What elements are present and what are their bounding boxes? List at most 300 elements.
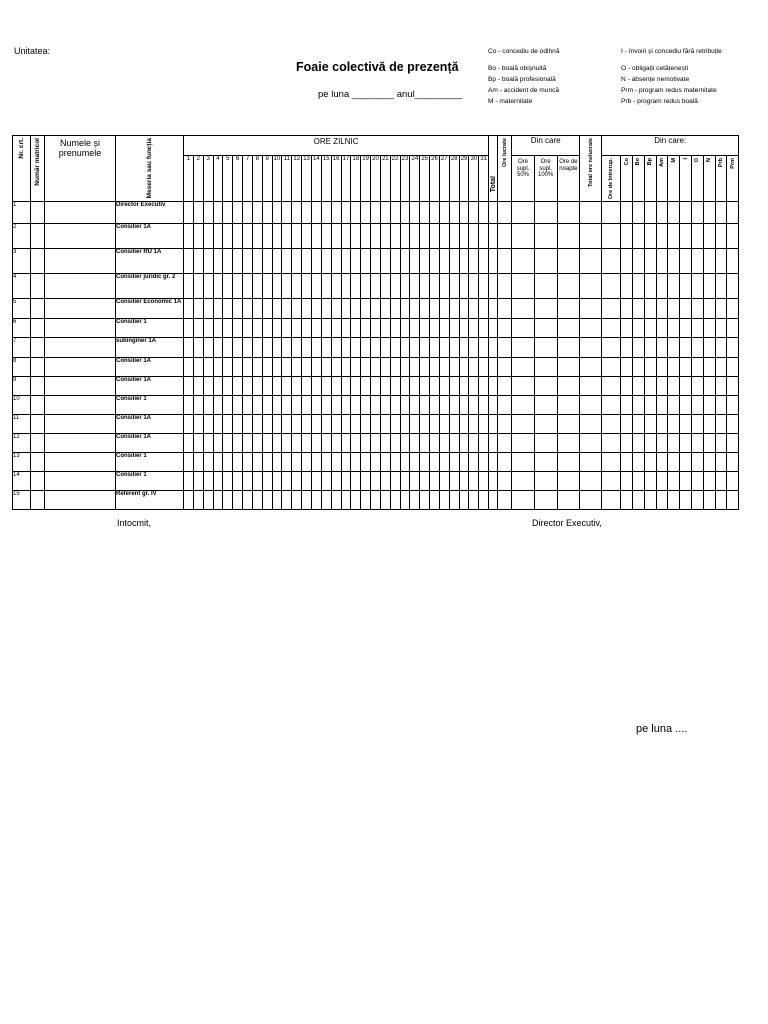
cell-hours[interactable]	[282, 453, 292, 472]
cell-hours[interactable]	[272, 299, 282, 319]
cell-marca[interactable]	[31, 319, 45, 338]
cell-hours[interactable]	[727, 224, 739, 249]
cell-hours[interactable]	[400, 299, 410, 319]
cell-hours[interactable]	[680, 415, 692, 434]
cell-hours[interactable]	[692, 396, 704, 415]
cell-hours[interactable]	[459, 415, 469, 434]
cell-hours[interactable]	[321, 299, 331, 319]
cell-hours[interactable]	[371, 472, 381, 491]
cell-hours[interactable]	[580, 396, 602, 415]
cell-hours[interactable]	[184, 453, 194, 472]
cell-hours[interactable]	[727, 472, 739, 491]
cell-nume[interactable]	[45, 434, 116, 453]
cell-hours[interactable]	[292, 472, 302, 491]
cell-marca[interactable]	[31, 453, 45, 472]
cell-hours[interactable]	[272, 319, 282, 338]
cell-hours[interactable]	[439, 224, 449, 249]
cell-hours[interactable]	[715, 249, 727, 274]
cell-hours[interactable]	[656, 415, 668, 434]
cell-hours[interactable]	[203, 274, 213, 299]
cell-hours[interactable]	[252, 249, 262, 274]
cell-hours[interactable]	[213, 358, 223, 377]
cell-hours[interactable]	[233, 491, 243, 510]
cell-hours[interactable]	[410, 249, 420, 274]
cell-hours[interactable]	[469, 274, 479, 299]
cell-hours[interactable]	[292, 202, 302, 224]
cell-hours[interactable]	[272, 491, 282, 510]
cell-hours[interactable]	[311, 453, 321, 472]
cell-hours[interactable]	[439, 396, 449, 415]
cell-hours[interactable]	[680, 472, 692, 491]
cell-hours[interactable]	[193, 434, 203, 453]
cell-hours[interactable]	[621, 224, 633, 249]
cell-hours[interactable]	[331, 358, 341, 377]
cell-hours[interactable]	[184, 377, 194, 396]
cell-hours[interactable]	[479, 453, 489, 472]
cell-hours[interactable]	[557, 319, 580, 338]
cell-hours[interactable]	[223, 415, 233, 434]
cell-hours[interactable]	[534, 358, 557, 377]
cell-hours[interactable]	[361, 319, 371, 338]
cell-hours[interactable]	[668, 491, 680, 510]
cell-hours[interactable]	[498, 249, 512, 274]
cell-hours[interactable]	[602, 249, 621, 274]
cell-hours[interactable]	[459, 249, 469, 274]
cell-hours[interactable]	[371, 453, 381, 472]
cell-hours[interactable]	[272, 415, 282, 434]
cell-hours[interactable]	[692, 202, 704, 224]
cell-hours[interactable]	[410, 377, 420, 396]
cell-hours[interactable]	[243, 299, 253, 319]
cell-hours[interactable]	[668, 396, 680, 415]
cell-hours[interactable]	[489, 319, 498, 338]
cell-hours[interactable]	[430, 472, 440, 491]
cell-hours[interactable]	[656, 274, 668, 299]
cell-hours[interactable]	[282, 472, 292, 491]
cell-hours[interactable]	[703, 472, 715, 491]
cell-hours[interactable]	[439, 415, 449, 434]
cell-hours[interactable]	[668, 224, 680, 249]
cell-hours[interactable]	[331, 491, 341, 510]
cell-hours[interactable]	[479, 396, 489, 415]
cell-hours[interactable]	[223, 224, 233, 249]
cell-hours[interactable]	[292, 319, 302, 338]
cell-hours[interactable]	[351, 472, 361, 491]
cell-hours[interactable]	[184, 472, 194, 491]
cell-hours[interactable]	[184, 274, 194, 299]
cell-hours[interactable]	[311, 274, 321, 299]
cell-hours[interactable]	[282, 491, 292, 510]
cell-hours[interactable]	[351, 299, 361, 319]
cell-hours[interactable]	[410, 358, 420, 377]
cell-hours[interactable]	[371, 338, 381, 358]
cell-hours[interactable]	[331, 396, 341, 415]
cell-hours[interactable]	[223, 338, 233, 358]
cell-hours[interactable]	[193, 415, 203, 434]
cell-hours[interactable]	[262, 415, 272, 434]
cell-hours[interactable]	[243, 453, 253, 472]
cell-hours[interactable]	[213, 434, 223, 453]
cell-hours[interactable]	[311, 299, 321, 319]
cell-hours[interactable]	[311, 434, 321, 453]
cell-hours[interactable]	[321, 396, 331, 415]
cell-hours[interactable]	[644, 249, 656, 274]
cell-hours[interactable]	[633, 396, 645, 415]
cell-hours[interactable]	[351, 415, 361, 434]
cell-marca[interactable]	[31, 472, 45, 491]
cell-hours[interactable]	[400, 249, 410, 274]
cell-hours[interactable]	[633, 299, 645, 319]
cell-hours[interactable]	[321, 319, 331, 338]
cell-hours[interactable]	[534, 202, 557, 224]
cell-hours[interactable]	[449, 274, 459, 299]
cell-hours[interactable]	[668, 249, 680, 274]
cell-hours[interactable]	[557, 299, 580, 319]
cell-hours[interactable]	[321, 249, 331, 274]
cell-hours[interactable]	[262, 299, 272, 319]
cell-hours[interactable]	[644, 472, 656, 491]
cell-nume[interactable]	[45, 453, 116, 472]
cell-hours[interactable]	[213, 202, 223, 224]
cell-hours[interactable]	[233, 472, 243, 491]
cell-hours[interactable]	[512, 358, 535, 377]
cell-nume[interactable]	[45, 377, 116, 396]
cell-hours[interactable]	[351, 202, 361, 224]
cell-hours[interactable]	[449, 377, 459, 396]
cell-hours[interactable]	[252, 224, 262, 249]
cell-hours[interactable]	[621, 377, 633, 396]
cell-hours[interactable]	[302, 224, 312, 249]
cell-hours[interactable]	[371, 377, 381, 396]
cell-hours[interactable]	[489, 274, 498, 299]
cell-hours[interactable]	[469, 202, 479, 224]
cell-hours[interactable]	[469, 224, 479, 249]
cell-hours[interactable]	[703, 319, 715, 338]
cell-hours[interactable]	[633, 358, 645, 377]
cell-hours[interactable]	[633, 249, 645, 274]
cell-hours[interactable]	[341, 224, 351, 249]
cell-hours[interactable]	[193, 299, 203, 319]
cell-hours[interactable]	[311, 338, 321, 358]
cell-hours[interactable]	[512, 338, 535, 358]
cell-hours[interactable]	[498, 453, 512, 472]
cell-hours[interactable]	[680, 377, 692, 396]
cell-hours[interactable]	[449, 338, 459, 358]
cell-hours[interactable]	[213, 338, 223, 358]
cell-hours[interactable]	[380, 434, 390, 453]
cell-hours[interactable]	[203, 224, 213, 249]
cell-hours[interactable]	[621, 434, 633, 453]
cell-hours[interactable]	[534, 453, 557, 472]
cell-hours[interactable]	[715, 453, 727, 472]
cell-hours[interactable]	[557, 224, 580, 249]
cell-hours[interactable]	[272, 377, 282, 396]
cell-hours[interactable]	[449, 299, 459, 319]
cell-hours[interactable]	[580, 377, 602, 396]
cell-hours[interactable]	[233, 299, 243, 319]
cell-hours[interactable]	[361, 274, 371, 299]
cell-hours[interactable]	[331, 415, 341, 434]
cell-hours[interactable]	[321, 338, 331, 358]
cell-hours[interactable]	[534, 434, 557, 453]
cell-hours[interactable]	[469, 491, 479, 510]
cell-hours[interactable]	[459, 491, 469, 510]
cell-hours[interactable]	[680, 453, 692, 472]
cell-hours[interactable]	[203, 472, 213, 491]
cell-hours[interactable]	[380, 224, 390, 249]
cell-hours[interactable]	[534, 377, 557, 396]
cell-hours[interactable]	[361, 472, 371, 491]
cell-hours[interactable]	[715, 224, 727, 249]
cell-hours[interactable]	[292, 338, 302, 358]
cell-hours[interactable]	[715, 319, 727, 338]
cell-hours[interactable]	[243, 202, 253, 224]
cell-hours[interactable]	[680, 202, 692, 224]
cell-hours[interactable]	[341, 491, 351, 510]
cell-hours[interactable]	[361, 338, 371, 358]
cell-hours[interactable]	[203, 319, 213, 338]
cell-hours[interactable]	[420, 319, 430, 338]
cell-hours[interactable]	[727, 434, 739, 453]
cell-hours[interactable]	[400, 453, 410, 472]
cell-hours[interactable]	[534, 299, 557, 319]
cell-hours[interactable]	[233, 319, 243, 338]
cell-hours[interactable]	[715, 202, 727, 224]
cell-hours[interactable]	[680, 434, 692, 453]
cell-hours[interactable]	[602, 396, 621, 415]
cell-hours[interactable]	[449, 491, 459, 510]
cell-hours[interactable]	[272, 472, 282, 491]
cell-hours[interactable]	[223, 202, 233, 224]
cell-hours[interactable]	[512, 415, 535, 434]
cell-hours[interactable]	[184, 299, 194, 319]
cell-hours[interactable]	[715, 274, 727, 299]
cell-hours[interactable]	[184, 415, 194, 434]
cell-hours[interactable]	[680, 396, 692, 415]
cell-hours[interactable]	[498, 377, 512, 396]
cell-hours[interactable]	[498, 202, 512, 224]
cell-hours[interactable]	[262, 472, 272, 491]
cell-hours[interactable]	[371, 319, 381, 338]
cell-hours[interactable]	[292, 299, 302, 319]
cell-hours[interactable]	[644, 415, 656, 434]
cell-hours[interactable]	[252, 377, 262, 396]
cell-hours[interactable]	[282, 338, 292, 358]
cell-marca[interactable]	[31, 202, 45, 224]
cell-hours[interactable]	[430, 319, 440, 338]
cell-hours[interactable]	[621, 202, 633, 224]
cell-nume[interactable]	[45, 274, 116, 299]
cell-hours[interactable]	[459, 358, 469, 377]
cell-hours[interactable]	[282, 377, 292, 396]
cell-hours[interactable]	[680, 299, 692, 319]
cell-hours[interactable]	[668, 319, 680, 338]
cell-hours[interactable]	[380, 202, 390, 224]
cell-hours[interactable]	[282, 319, 292, 338]
cell-hours[interactable]	[321, 274, 331, 299]
cell-hours[interactable]	[233, 358, 243, 377]
cell-hours[interactable]	[331, 434, 341, 453]
cell-hours[interactable]	[292, 434, 302, 453]
cell-hours[interactable]	[420, 434, 430, 453]
cell-hours[interactable]	[715, 472, 727, 491]
cell-hours[interactable]	[621, 415, 633, 434]
cell-hours[interactable]	[420, 338, 430, 358]
cell-hours[interactable]	[489, 472, 498, 491]
cell-hours[interactable]	[371, 415, 381, 434]
cell-hours[interactable]	[580, 249, 602, 274]
cell-hours[interactable]	[479, 274, 489, 299]
cell-hours[interactable]	[351, 377, 361, 396]
cell-hours[interactable]	[469, 453, 479, 472]
cell-hours[interactable]	[302, 274, 312, 299]
cell-hours[interactable]	[703, 202, 715, 224]
cell-hours[interactable]	[321, 358, 331, 377]
cell-hours[interactable]	[262, 202, 272, 224]
cell-hours[interactable]	[203, 415, 213, 434]
cell-hours[interactable]	[692, 224, 704, 249]
cell-hours[interactable]	[621, 274, 633, 299]
cell-hours[interactable]	[420, 377, 430, 396]
cell-hours[interactable]	[703, 453, 715, 472]
cell-hours[interactable]	[272, 338, 282, 358]
cell-hours[interactable]	[430, 453, 440, 472]
cell-hours[interactable]	[602, 358, 621, 377]
cell-hours[interactable]	[380, 319, 390, 338]
cell-hours[interactable]	[430, 224, 440, 249]
cell-hours[interactable]	[668, 377, 680, 396]
cell-hours[interactable]	[498, 299, 512, 319]
cell-hours[interactable]	[321, 491, 331, 510]
cell-hours[interactable]	[341, 274, 351, 299]
cell-hours[interactable]	[311, 224, 321, 249]
cell-hours[interactable]	[213, 299, 223, 319]
cell-hours[interactable]	[361, 249, 371, 274]
cell-hours[interactable]	[193, 453, 203, 472]
cell-hours[interactable]	[243, 338, 253, 358]
cell-hours[interactable]	[534, 274, 557, 299]
cell-hours[interactable]	[727, 453, 739, 472]
cell-hours[interactable]	[331, 319, 341, 338]
cell-hours[interactable]	[498, 491, 512, 510]
cell-hours[interactable]	[449, 472, 459, 491]
cell-hours[interactable]	[371, 491, 381, 510]
cell-hours[interactable]	[282, 358, 292, 377]
cell-hours[interactable]	[371, 396, 381, 415]
cell-hours[interactable]	[489, 224, 498, 249]
cell-hours[interactable]	[656, 202, 668, 224]
cell-hours[interactable]	[680, 224, 692, 249]
cell-hours[interactable]	[331, 274, 341, 299]
cell-hours[interactable]	[361, 224, 371, 249]
cell-hours[interactable]	[439, 274, 449, 299]
cell-hours[interactable]	[580, 453, 602, 472]
cell-hours[interactable]	[252, 299, 262, 319]
cell-hours[interactable]	[703, 434, 715, 453]
cell-hours[interactable]	[213, 377, 223, 396]
cell-hours[interactable]	[602, 319, 621, 338]
cell-hours[interactable]	[459, 338, 469, 358]
cell-hours[interactable]	[498, 274, 512, 299]
cell-hours[interactable]	[602, 415, 621, 434]
cell-hours[interactable]	[469, 377, 479, 396]
cell-hours[interactable]	[692, 358, 704, 377]
cell-hours[interactable]	[439, 299, 449, 319]
cell-hours[interactable]	[459, 434, 469, 453]
cell-hours[interactable]	[621, 358, 633, 377]
cell-hours[interactable]	[252, 338, 262, 358]
cell-hours[interactable]	[282, 249, 292, 274]
cell-hours[interactable]	[668, 274, 680, 299]
cell-hours[interactable]	[351, 249, 361, 274]
cell-hours[interactable]	[580, 274, 602, 299]
cell-hours[interactable]	[282, 224, 292, 249]
cell-hours[interactable]	[469, 299, 479, 319]
cell-hours[interactable]	[430, 299, 440, 319]
cell-hours[interactable]	[512, 453, 535, 472]
cell-hours[interactable]	[633, 453, 645, 472]
cell-hours[interactable]	[703, 224, 715, 249]
cell-hours[interactable]	[400, 202, 410, 224]
cell-hours[interactable]	[498, 358, 512, 377]
cell-hours[interactable]	[512, 319, 535, 338]
cell-hours[interactable]	[292, 415, 302, 434]
cell-hours[interactable]	[272, 274, 282, 299]
cell-hours[interactable]	[193, 491, 203, 510]
cell-hours[interactable]	[292, 377, 302, 396]
cell-hours[interactable]	[400, 338, 410, 358]
cell-hours[interactable]	[203, 434, 213, 453]
cell-marca[interactable]	[31, 377, 45, 396]
cell-hours[interactable]	[203, 453, 213, 472]
cell-hours[interactable]	[479, 202, 489, 224]
cell-hours[interactable]	[668, 358, 680, 377]
cell-hours[interactable]	[479, 472, 489, 491]
cell-hours[interactable]	[390, 358, 400, 377]
cell-hours[interactable]	[602, 299, 621, 319]
cell-hours[interactable]	[644, 338, 656, 358]
cell-hours[interactable]	[292, 274, 302, 299]
cell-hours[interactable]	[439, 202, 449, 224]
cell-hours[interactable]	[489, 338, 498, 358]
cell-hours[interactable]	[420, 453, 430, 472]
cell-hours[interactable]	[272, 202, 282, 224]
cell-hours[interactable]	[302, 202, 312, 224]
cell-marca[interactable]	[31, 274, 45, 299]
cell-hours[interactable]	[302, 377, 312, 396]
cell-hours[interactable]	[602, 434, 621, 453]
cell-hours[interactable]	[371, 358, 381, 377]
cell-hours[interactable]	[469, 319, 479, 338]
cell-hours[interactable]	[439, 377, 449, 396]
cell-hours[interactable]	[668, 299, 680, 319]
cell-hours[interactable]	[459, 274, 469, 299]
cell-hours[interactable]	[489, 491, 498, 510]
cell-hours[interactable]	[644, 202, 656, 224]
cell-hours[interactable]	[184, 434, 194, 453]
cell-hours[interactable]	[633, 338, 645, 358]
cell-hours[interactable]	[410, 396, 420, 415]
cell-hours[interactable]	[302, 491, 312, 510]
cell-hours[interactable]	[715, 434, 727, 453]
cell-hours[interactable]	[703, 415, 715, 434]
cell-hours[interactable]	[193, 472, 203, 491]
cell-hours[interactable]	[430, 377, 440, 396]
cell-hours[interactable]	[223, 299, 233, 319]
cell-hours[interactable]	[727, 299, 739, 319]
cell-hours[interactable]	[351, 338, 361, 358]
cell-hours[interactable]	[361, 434, 371, 453]
